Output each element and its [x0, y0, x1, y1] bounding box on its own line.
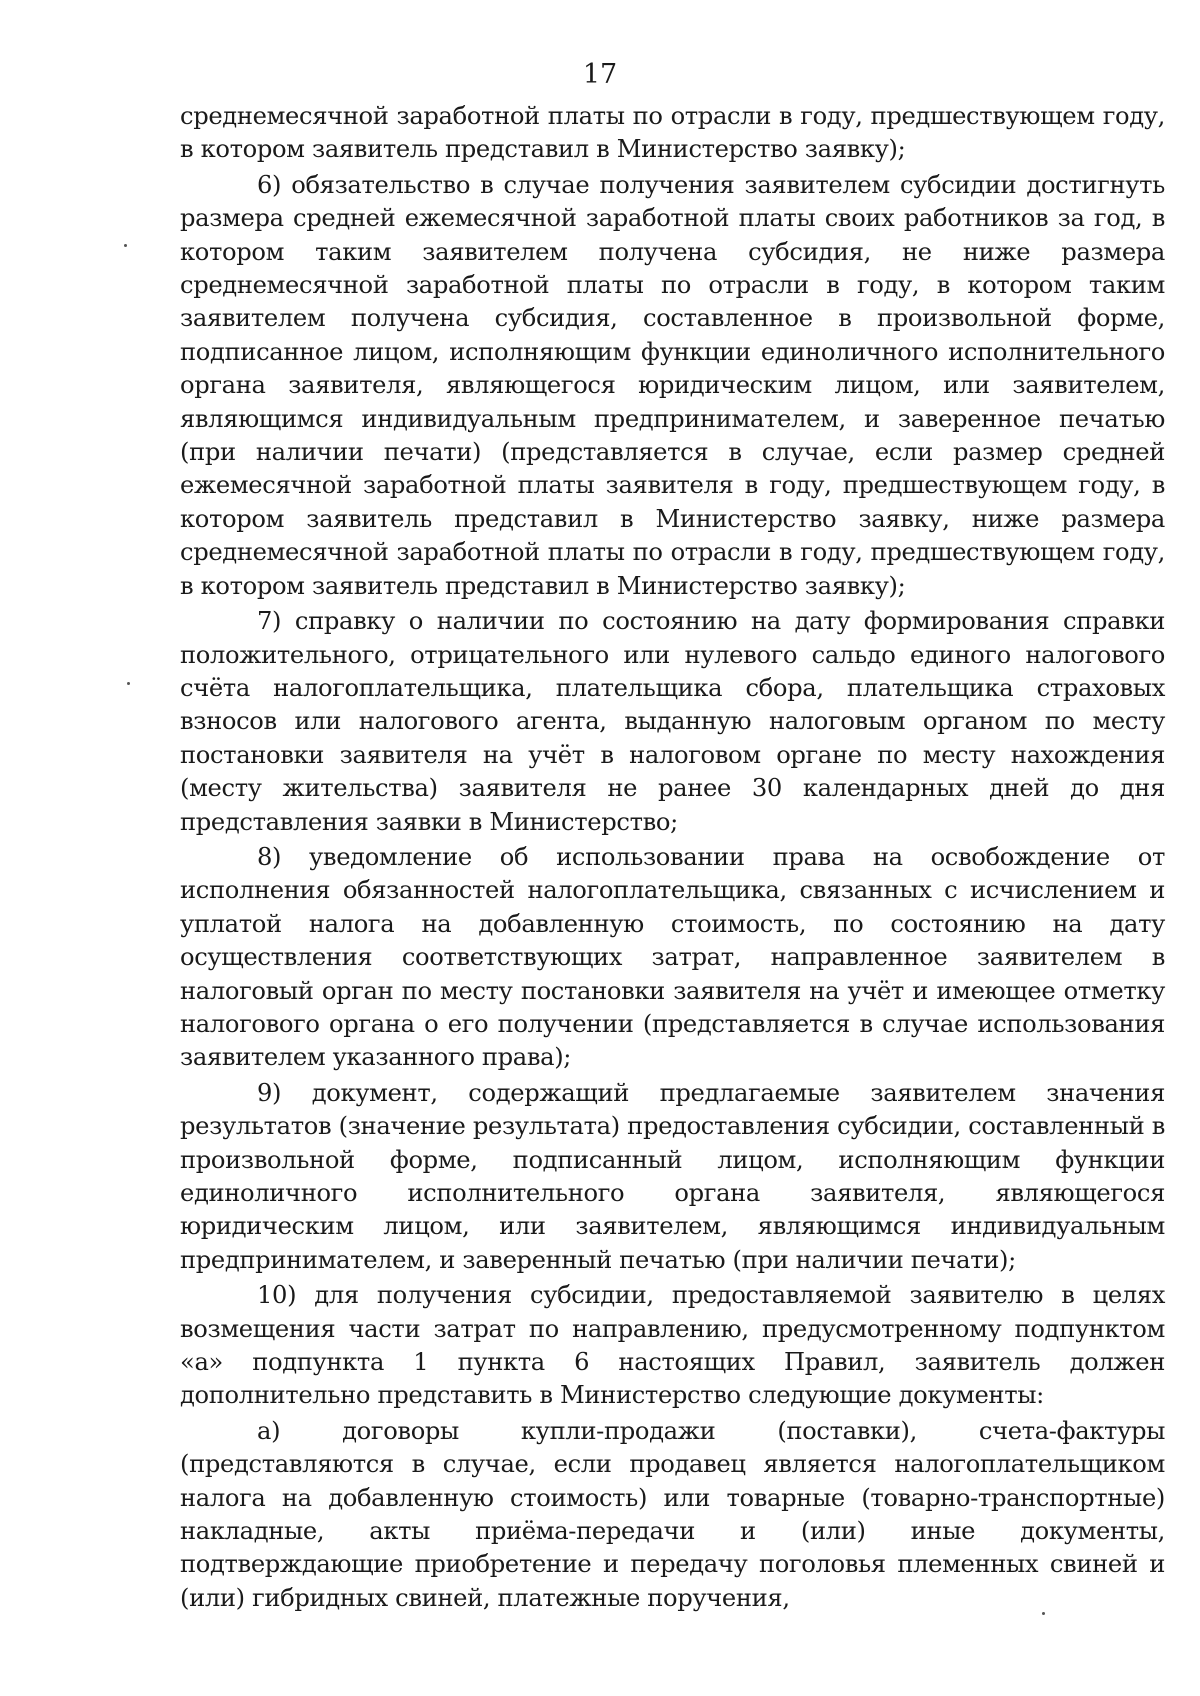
paragraph-item-8: 8) уведомление об использовании права на освобождение от исполнения обязанностей налогоплательщика, связанных с исчислением и уплатой налога на добавленную стоимость, по состоянию на дату осуществления соответствующих затрат, направленное заявителем в налоговый орган по месту постановки заявителя на учёт и имеющее отметку налогового органа о его получении (представляется в случае использования заявителем указанного права); — [180, 842, 1165, 1072]
scan-speck — [127, 682, 130, 685]
paragraph-item-9: 9) документ, содержащий предлагаемые заявителем значения результатов (значение результата) предоставления субсидии, составленный в произвольной форме, подписанный лицом, исполняющим функции единоличного исполнительного органа заявителя, являющегося юридическим лицом, или заявителем, являющимся индивидуальным предпринимателем, и заверенный печатью (при наличии печати); — [180, 1078, 1165, 1274]
paragraph-item-10: 10) для получения субсидии, предоставляемой заявителю в целях возмещения части затрат по направлению, предусмотренному подпунктом «а» подпункта 1 пункта 6 настоящих Правил, заявитель должен дополнительно представить в Министерство следующие документы: — [180, 1281, 1165, 1410]
paragraph-item-7: 7) справку о наличии по состоянию на дату формирования справки положительного, отрицательного или нулевого сальдо единого налогового счёта налогоплательщика, плательщика сбора, плательщика страховых взносов или налогового агента, выданную налоговым органом по месту постановки заявителя на учёт в налоговом органе по месту нахождения (месту жительства) заявителя не ранее 30 календарных дней до дня представления заявки в Министерство; — [180, 607, 1165, 836]
paragraph-item-6: 6) обязательство в случае получения заявителем субсидии достигнуть размера средней ежемесячной заработной платы своих работников за год, в котором таким заявителем получена субсидия, не ниже размера среднемесячной заработной платы по отрасли в году, в котором таким заявителем получена субсидия, составленное в произвольной форме, подписанное лицом, исполняющим функции единоличного исполнительного органа заявителя, являющегося юридическим лицом, или заявителем, являющимся индивидуальным предпринимателем, и заверенное печатью (при наличии печати) (представляется в случае, если размер средней ежемесячной заработной платы заявителя в году, предшествующем году, в котором заявитель представил в Министерство заявку, ниже размера среднемесячной заработной платы по отрасли в году, предшествующем году, в котором заявитель представил в Министерство заявку); — [180, 170, 1165, 600]
document-body — [180, 100, 1165, 1617]
page-number: 17 — [582, 59, 618, 90]
scan-speck — [1042, 1612, 1045, 1615]
paragraph-continuation: среднемесячной заработной платы по отрасли в году, предшествующем году, в котором заявитель представил в Министерство заявку); — [180, 102, 1165, 164]
paragraph-subitem-a: а) договоры купли-продажи (поставки), счета-фактуры (представляются в случае, если продавец является налогоплательщиком налога на добавленную стоимость) или товарные (товарно-транспортные) накладные, акты приёма-передачи и (или) иные документы, подтверждающие приобретение и передачу поголовья племенных свиней и (или) гибридных свиней, платежные поручения, — [180, 1416, 1165, 1612]
scan-speck — [124, 244, 127, 247]
